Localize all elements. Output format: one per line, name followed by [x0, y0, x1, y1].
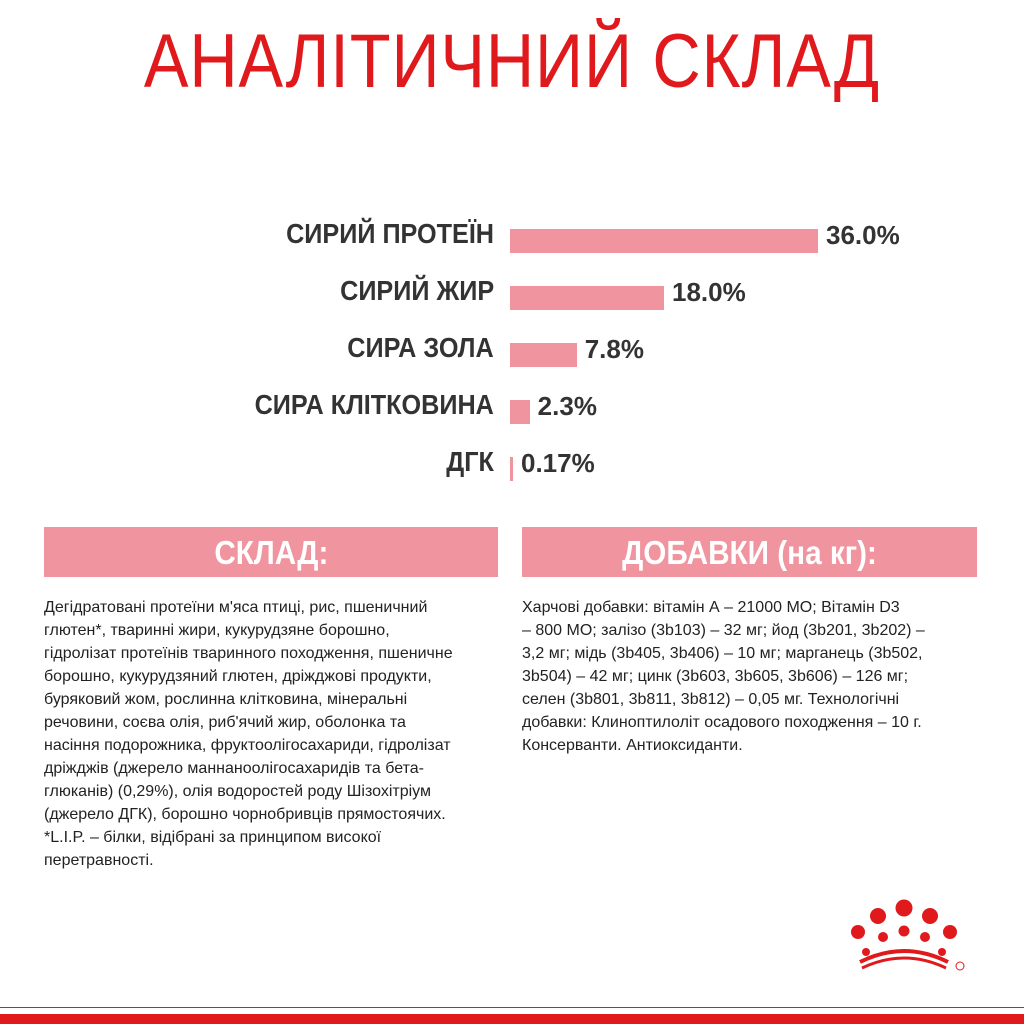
- chart-value-label: 36.0%: [826, 220, 900, 250]
- chart-row: [0, 214, 1024, 258]
- composition-text: Дегідратовані протеїни м'яса птиці, рис, пшеничний глютен*, тваринні жири, кукурудзяне борошно, гідролізат протеїнів тваринного походження, пшеничне борошно, кукурудзяний глютен, дріжджові продукти, буряковий жом, рослинна клітковина, мінеральні речовини, соєва олія, риб'ячий жир, оболонка та насіння подорожника, фруктоолігосахариди, гідролізат дріжджів (джерело маннаноолігосахаридів та бета- глюканів) (0,29%), олія водоростей роду Шізохітріум (джерело ДГК), борошно чорнобривців прямостоячих. *L.I.P. – білки, відібрані за принципом високої перетравності.: [44, 599, 453, 869]
- chart-row: [0, 385, 1024, 429]
- chart-bar: [510, 400, 530, 424]
- composition-heading: [44, 527, 498, 577]
- chart-category-label: ДГК: [446, 446, 494, 477]
- chart-value-label: 0.17%: [521, 448, 595, 478]
- additives-text: Харчові добавки: вітамін А – 21000 МО; Вітамін D3 – 800 МО; залізо (3b103) – 32 мг; йод (3b201, 3b202) – 3,2 мг; мідь (3b405, 3b406) – 10 мг; марганець (3b502, 3b504) – 42 мг; цинк (3b603, 3b605, 3b606) – 126 мг; селен (3b801, 3b811, 3b812) – 0,05 мг. Технологічні добавки: Клиноптилоліт осадового походження – 10 г. Консерванти. Антиоксиданти.: [522, 599, 925, 754]
- chart-row: [0, 442, 1024, 486]
- chart-bar: [510, 286, 664, 310]
- bottom-divider: [0, 1007, 1024, 1008]
- analysis-chart: [0, 210, 1024, 490]
- chart-bar: [510, 343, 577, 367]
- chart-value-label: 7.8%: [584, 334, 644, 364]
- composition-heading-text: СКЛАД:: [213, 534, 329, 571]
- chart-bar: [510, 457, 513, 481]
- chart-category-label: СИРИЙ ЖИР: [339, 275, 494, 306]
- page-title: АНАЛІТИЧНИЙ СКЛАД: [143, 19, 881, 104]
- chart-value-label: 2.3%: [537, 391, 597, 421]
- chart-category-label: СИРА ЗОЛА: [347, 332, 494, 363]
- chart-row: [0, 271, 1024, 315]
- chart-category-label: СИРА КЛІТКОВИНА: [254, 389, 494, 420]
- additives-heading: [522, 527, 977, 577]
- chart-row: [0, 328, 1024, 372]
- chart-bar: [510, 229, 818, 253]
- bottom-accent-bar: [0, 1014, 1024, 1024]
- royal-canin-crown-logo: [838, 896, 970, 976]
- additives-heading-text: ДОБАВКИ (на кг):: [622, 534, 877, 571]
- chart-category-label: СИРИЙ ПРОТЕЇН: [286, 218, 494, 249]
- chart-value-label: 18.0%: [672, 277, 746, 307]
